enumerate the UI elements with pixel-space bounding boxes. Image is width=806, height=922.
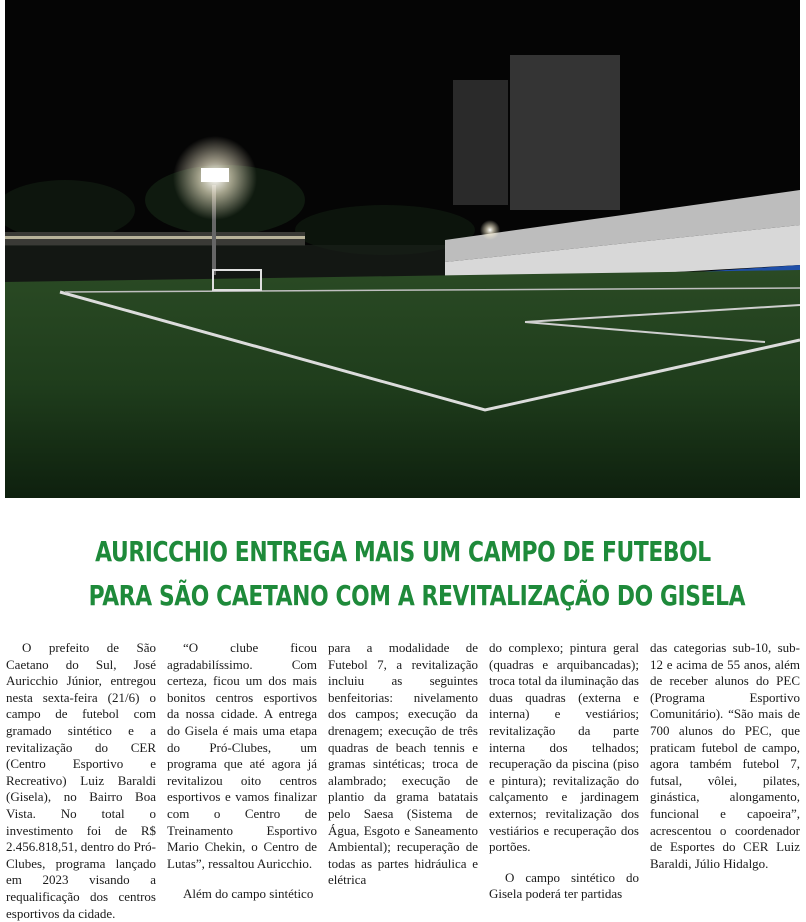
headline-line-2: PARA SÃO CAETANO COM A REVITALIZAÇÃO DO GISELA: [88, 579, 746, 612]
field-illustration: [5, 0, 800, 498]
headline-line-1: AURICCHIO ENTREGA MAIS UM CAMPO DE FUTEBOL: [95, 535, 711, 568]
article-column-1: [6, 640, 156, 922]
building-right: [510, 55, 620, 210]
article-column-4: [489, 640, 639, 922]
paragraph: das categorias sub-10, sub-12 e acima de 55 anos, além de receber alunos do PEC (Programa Esportivo Comunitário). “São mais de 700 alunos do PEC, que praticam futebol de campo, agora também futebol 7, futsal, vôlei, pilates, ginástica, alongamento, funcional e capoeira”, acrescentou o coordenador de Esportes do CER Luiz Baraldi, Júlio Hidalgo.: [650, 640, 800, 871]
article-column-2: [167, 640, 317, 922]
article-column-3: [328, 640, 478, 922]
paragraph: O campo sintético do Gisela poderá ter partidas: [489, 869, 639, 902]
building-left: [453, 80, 508, 205]
headline: [88, 530, 746, 618]
night-football-field-photo: [5, 0, 800, 498]
paragraph: do complexo; pintura geral (quadras e arquibancadas); troca total da iluminação das duas quadras (externa e interna) e vestiários; revitalização da parte interna dos telhados; recuperação da piscina (piso e pintura); revitalização do calçamento e jardinagem externos; revitalização dos vestiários e recuperação dos portões.: [489, 640, 639, 855]
paragraph: O prefeito de São Caetano do Sul, José Auricchio Júnior, entregou nesta sexta-feira (21/6) o campo de futebol com gramado sintético e a revitalização do CER (Centro Esportivo e Recreativo) Luiz Baraldi (Gisela), no Bairro Boa Vista. No total o investimento foi de R$ 2.456.818,51, dentro do Pró-Clubes, programa lançado em 2023 visando a requalificação dos centros esportivos da cidade.: [6, 640, 156, 921]
article-body: [6, 640, 800, 922]
paragraph: Além do campo sintético: [183, 886, 314, 902]
grass: [5, 270, 800, 498]
article-column-5: [650, 640, 800, 922]
paragraph: para a modalidade de Futebol 7, a revitalização incluiu as seguintes benfeitorias: nivelamento dos campos; execução da drenagem; execução de três quadras de beach tennis e gramas sintéticas; troca de alambrado; execução de plantio da grama batatais pelo Saesa (Sistema de Água, Esgoto e Saneamento Ambiental); recuperação de todas as partes hidráulica e elétrica: [328, 640, 478, 888]
paragraph: “O clube ficou agradabilíssimo. Com certeza, ficou um dos mais bonitos centros esportivos da nossa cidade. A entrega do Gisela é mais uma etapa do Pró-Clubes, um programa que até agora já revitalizou oito centros esportivos e vamos finalizar com o Centro de Treinamento Esportivo Mario Chekin, o Centro de Lutas”, ressaltou Auricchio.: [167, 640, 317, 871]
